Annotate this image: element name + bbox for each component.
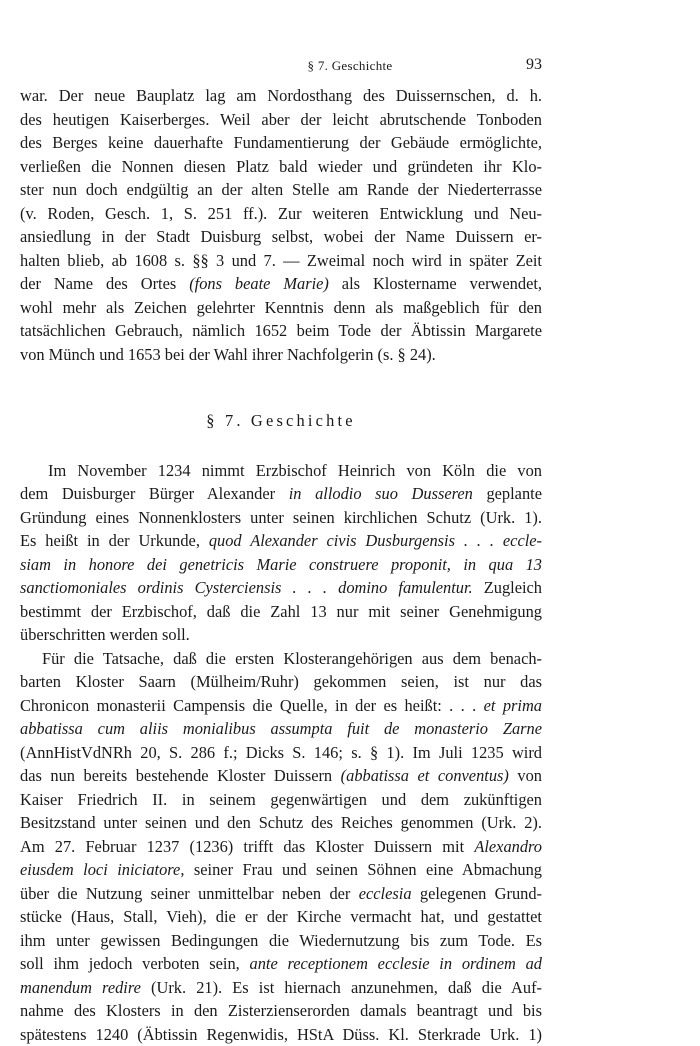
text-run: Chronicon monasterii Campensis die Quelle, in der es heißt: . . . bbox=[20, 696, 484, 715]
paragraph-3 bbox=[20, 647, 542, 1046]
text-run: seiner Frau und seinen Söhnen eine Abmachung bbox=[184, 860, 542, 879]
text-run: gelegenen Grund- bbox=[412, 884, 542, 903]
running-head bbox=[0, 58, 700, 78]
text-line: war. Der neue Bauplatz lag am Nordosthang des Duissernschen, d. h. bbox=[20, 84, 542, 108]
text-run: von bbox=[509, 766, 542, 785]
text-line: des heutigen Kaiserberges. Weil aber der leicht abrutschende Tonboden bbox=[20, 108, 542, 132]
text-line: (AnnHistVdNRh 20, S. 286 f.; Dicks S. 146; s. § 1). Im Juli 1235 wird bbox=[20, 741, 542, 765]
latin-quote: sanctiomoniales ordinis Cysterciensis . . . domino famulentur. bbox=[20, 578, 473, 597]
text-line: verließen die Nonnen diesen Platz bald wieder und gründeten ihr Klo- bbox=[20, 155, 542, 179]
latin-quote: siam in honore dei genetricis Marie construere proponit, in qua 13 bbox=[20, 555, 542, 574]
text-run: das nun bereits bestehende Kloster Duissern bbox=[20, 766, 341, 785]
text-line: tatsächlichen Gebrauch, nämlich 1652 beim Tode der Äbtissin Margarete bbox=[20, 319, 542, 343]
text-line bbox=[20, 553, 542, 577]
latin-quote: manendum redire bbox=[20, 978, 141, 997]
text-run: der Name des Ortes bbox=[20, 274, 189, 293]
text-line: Im November 1234 nimmt Erzbischof Heinrich von Köln die von bbox=[20, 459, 542, 483]
text-line: nahme des Klosters in den Zisterzienserorden damals beantragt und bis bbox=[20, 999, 542, 1023]
text-line bbox=[20, 576, 542, 600]
latin-phrase: eiusdem loci iniciatore, bbox=[20, 860, 184, 879]
text-line: halten blieb, ab 1608 s. §§ 3 und 7. — Zweimal noch wird in später Zeit bbox=[20, 249, 542, 273]
text-line: Kaiser Friedrich II. in seinem gegenwärtigen und dem zukünftigen bbox=[20, 788, 542, 812]
text-line bbox=[20, 764, 542, 788]
latin-phrase: Alexandro bbox=[474, 837, 542, 856]
page-number: 93 bbox=[526, 56, 542, 74]
text-run: Am 27. Februar 1237 (1236) trifft das Kloster Duissern mit bbox=[20, 837, 474, 856]
text-line: Für die Tatsache, daß die ersten Klosterangehörigen aus dem benach- bbox=[20, 647, 542, 671]
text-line bbox=[20, 952, 542, 976]
text-line bbox=[20, 835, 542, 859]
text-line bbox=[20, 976, 542, 1000]
paragraph-2 bbox=[20, 459, 542, 647]
text-line: bestimmt der Erzbischof, daß die Zahl 13 nur mit seiner Genehmigung bbox=[20, 600, 542, 624]
text-line: (v. Roden, Gesch. 1, S. 251 ff.). Zur weiteren Entwicklung und Neu- bbox=[20, 202, 542, 226]
text-run: Zugleich bbox=[473, 578, 542, 597]
text-line bbox=[20, 529, 542, 553]
text-run: Es heißt in der Urkunde, bbox=[20, 531, 209, 550]
text-line bbox=[20, 694, 542, 718]
text-line: von Münch und 1653 bei der Wahl ihrer Nachfolgerin (s. § 24). bbox=[20, 343, 542, 367]
latin-phrase: (abbatissa et conventus) bbox=[341, 766, 509, 785]
text-line: ansiedlung in der Stadt Duisburg selbst, wobei der Name Duissern er- bbox=[20, 225, 542, 249]
text-line bbox=[20, 858, 542, 882]
latin-phrase: in allodio suo Dusseren bbox=[289, 484, 473, 503]
text-line: Besitzstand unter seinen und den Schutz des Reiches genommen (Urk. 2). bbox=[20, 811, 542, 835]
text-line: spätestens 1240 (Äbtissin Regenwidis, HStA Düss. Kl. Sterkrade Urk. 1) bbox=[20, 1023, 542, 1046]
running-title: § 7. Geschichte bbox=[0, 58, 700, 74]
latin-quote: quod Alexander civis Dusburgensis . . . eccle- bbox=[209, 531, 542, 550]
latin-phrase: (fons beate Marie) bbox=[189, 274, 329, 293]
section-heading: § 7. Geschichte bbox=[20, 409, 542, 433]
latin-quote: abbatissa cum aliis monialibus assumpta fuit de monasterio Zarne bbox=[20, 719, 542, 738]
text-line: überschritten werden soll. bbox=[20, 623, 542, 647]
text-line bbox=[20, 882, 542, 906]
paragraph-1 bbox=[20, 84, 542, 366]
text-line: ihm unter gewissen Bedingungen die Wiedernutzung bis zum Tode. Es bbox=[20, 929, 542, 953]
text-run: (Urk. 21). Es ist hiernach anzunehmen, daß die Auf- bbox=[141, 978, 542, 997]
text-line: wohl mehr als Zeichen gelehrter Kenntnis denn als maßgeblich für den bbox=[20, 296, 542, 320]
text-line: stücke (Haus, Stall, Vieh), die er der Kirche vermacht hat, und gestattet bbox=[20, 905, 542, 929]
text-line: ster nun doch endgültig an der alten Stelle am Rande der Niederterrasse bbox=[20, 178, 542, 202]
text-line: Gründung eines Nonnenklosters unter seinen kirchlichen Schutz (Urk. 1). bbox=[20, 506, 542, 530]
text-run: dem Duisburger Bürger Alexander bbox=[20, 484, 289, 503]
text-line bbox=[20, 482, 542, 506]
text-line: barten Kloster Saarn (Mülheim/Ruhr) gekommen seien, ist nur das bbox=[20, 670, 542, 694]
text-line bbox=[20, 272, 542, 296]
latin-quote: ante receptionem ecclesie in ordinem ad bbox=[250, 954, 542, 973]
text-run: geplante bbox=[473, 484, 542, 503]
text-line bbox=[20, 717, 542, 741]
latin-phrase: ecclesia bbox=[359, 884, 412, 903]
text-line: des Berges keine dauerhafte Fundamentierung der Gebäude ermöglichte, bbox=[20, 131, 542, 155]
latin-quote: et prima bbox=[484, 696, 542, 715]
page-body bbox=[20, 84, 542, 1046]
text-run: soll ihm jedoch verboten sein, bbox=[20, 954, 250, 973]
text-run: über die Nutzung seiner unmittelbar neben der bbox=[20, 884, 359, 903]
text-run: als Klostername verwendet, bbox=[329, 274, 542, 293]
